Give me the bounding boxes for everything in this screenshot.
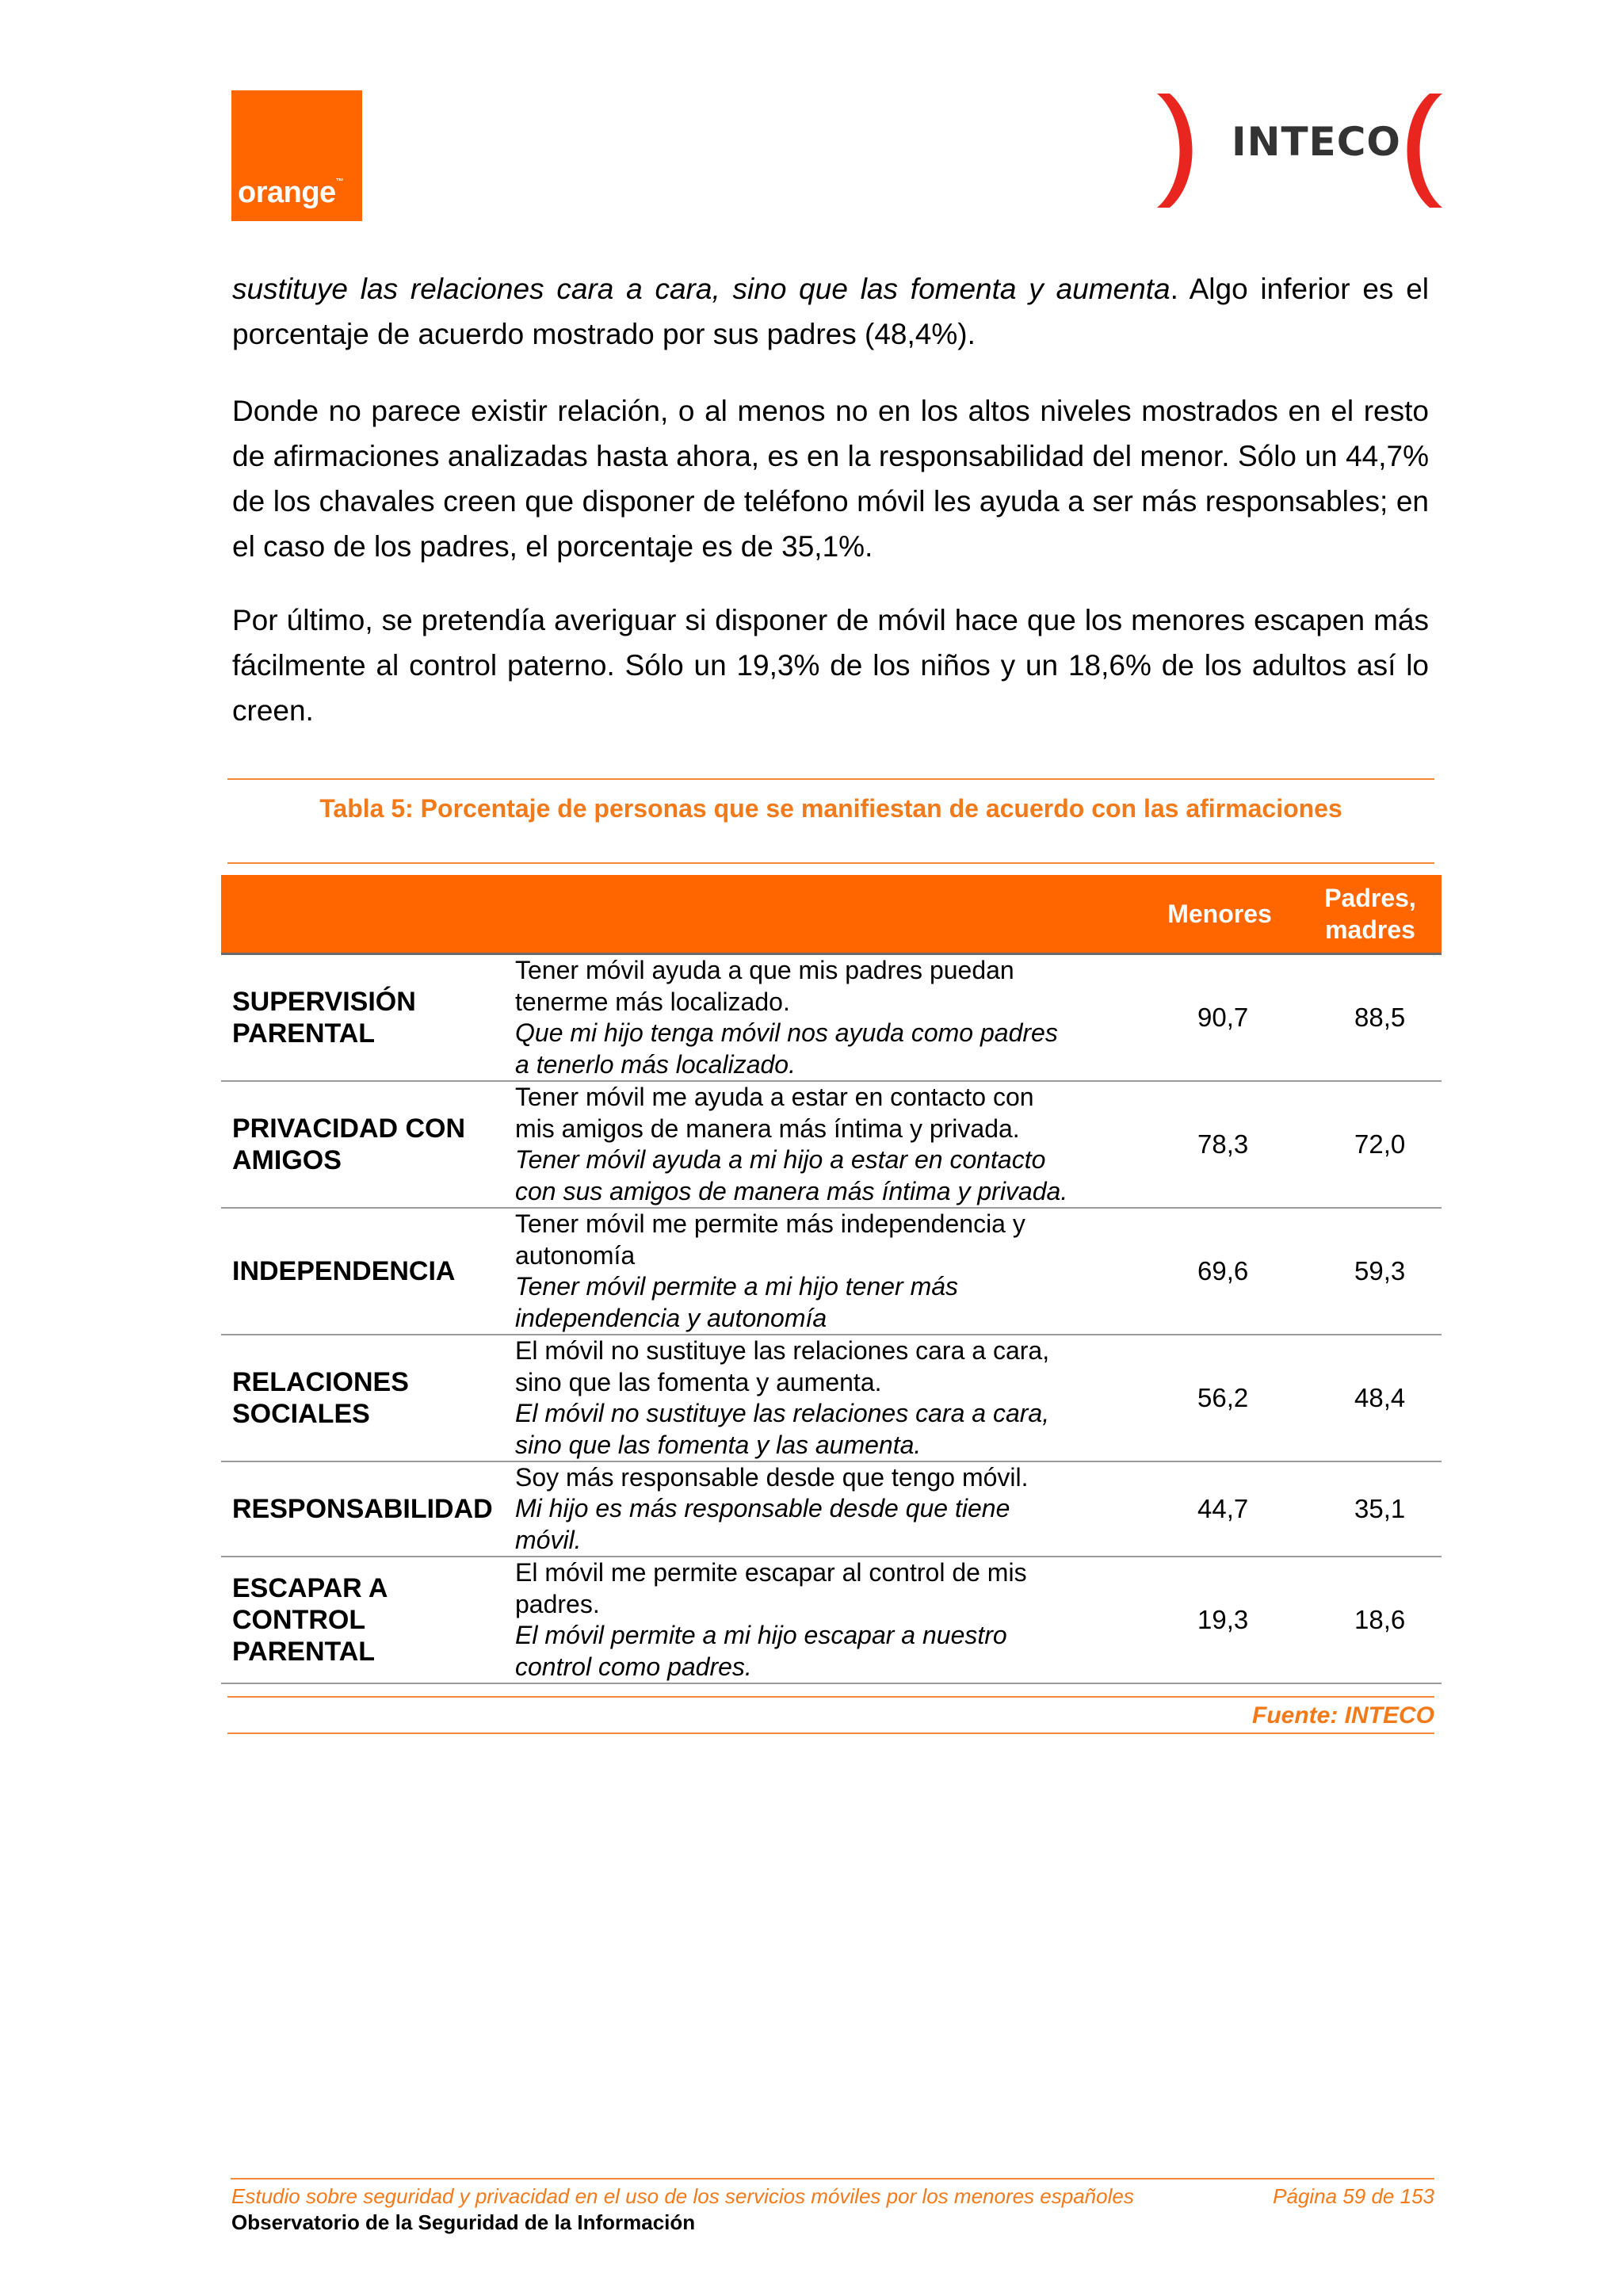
table-row <box>221 1335 1442 1462</box>
row-category: RELACIONES SOCIALES <box>232 1367 409 1429</box>
footer-observatory: Observatorio de la Seguridad de la Información <box>231 2210 696 2234</box>
row-statements <box>515 1462 1141 1556</box>
parent-statement-line: El móvil no sustituye las relaciones cara a cara, <box>515 1399 1050 1427</box>
row-category: RESPONSABILIDAD <box>232 1494 493 1524</box>
parent-statement-line: El móvil permite a mi hijo escapar a nuestro <box>515 1621 1007 1649</box>
value-menores: 90,7 <box>1197 1003 1249 1032</box>
minor-statement-line: El móvil no sustituye las relaciones cara a cara, <box>515 1336 1050 1365</box>
value-menores: 56,2 <box>1197 1383 1249 1412</box>
paragraph-responsabilidad: Donde no parece existir relación, o al menos no en los altos niveles mostrados en el resto de afirmaciones analizadas hasta ahora, es en la responsabilidad del menor. Sólo un 44,7% de los chavales creen que disponer de teléfono móvil les ayuda a ser más responsables; en el caso de los padres, el porcentaje es de 35,1%. <box>232 395 1429 563</box>
table-row <box>221 1209 1442 1335</box>
table-source: Fuente: INTECO <box>1252 1702 1434 1729</box>
row-category: INDEPENDENCIA <box>232 1256 456 1286</box>
row-statements <box>515 1209 1141 1334</box>
value-padres: 88,5 <box>1354 1003 1406 1032</box>
parent-statement-line: móvil. <box>515 1525 582 1554</box>
row-statements <box>515 1557 1141 1683</box>
row-statements <box>515 955 1141 1080</box>
parent-statement-line: Tener móvil ayuda a mi hijo a estar en contacto <box>515 1145 1046 1174</box>
value-padres: 18,6 <box>1354 1605 1406 1634</box>
table-row <box>221 955 1442 1082</box>
row-category: SUPERVISIÓN PARENTAL <box>232 987 416 1049</box>
row-category: ESCAPAR A CONTROL PARENTAL <box>232 1573 388 1667</box>
value-menores: 78,3 <box>1197 1129 1249 1159</box>
caption-top-rule <box>227 778 1434 780</box>
minor-statement-line: Tener móvil me ayuda a estar en contacto con <box>515 1083 1034 1111</box>
minor-statement-line: autonomía <box>515 1240 636 1270</box>
table-row <box>221 1082 1442 1209</box>
row-statements <box>515 1082 1141 1207</box>
value-menores: 44,7 <box>1197 1494 1249 1523</box>
minor-statement-line: Tener móvil ayuda a que mis padres puedan <box>515 956 1014 984</box>
footer-rule <box>231 2178 1434 2179</box>
value-menores: 69,6 <box>1197 1256 1249 1286</box>
value-padres: 48,4 <box>1354 1383 1406 1412</box>
inteco-logo-text: INTECO <box>1232 119 1401 165</box>
inteco-logo <box>1149 87 1450 214</box>
value-padres: 59,3 <box>1354 1256 1406 1286</box>
table-row <box>221 1462 1442 1557</box>
orange-logo-text: orange™ <box>238 176 344 209</box>
table-caption: Tabla 5: Porcentaje de personas que se manifiestan de acuerdo con las afirmaciones <box>319 794 1342 823</box>
value-padres: 35,1 <box>1354 1494 1406 1523</box>
source-top-rule <box>227 1696 1434 1698</box>
parent-statement-line: Que mi hijo tenga móvil nos ayuda como padres <box>515 1018 1058 1047</box>
minor-statement-line: Soy más responsable desde que tengo móvil. <box>515 1462 1029 1492</box>
row-statements <box>515 1335 1141 1461</box>
value-menores: 19,3 <box>1197 1605 1249 1634</box>
table-header <box>221 875 1442 955</box>
paragraph-control: Por último, se pretendía averiguar si disponer de móvil hace que los menores escapen más fácilmente al control paterno. Sólo un 19,3% de los niños y un 18,6% de los adultos así lo creen. <box>232 604 1429 727</box>
orange-logo <box>231 90 362 221</box>
parent-statement-line: a tenerlo más localizado. <box>515 1049 796 1079</box>
footer-study-title: Estudio sobre seguridad y privacidad en el uso de los servicios móviles por los menores españoles <box>231 2184 1134 2208</box>
value-padres: 72,0 <box>1354 1129 1406 1159</box>
table-row <box>221 1557 1442 1684</box>
minor-statement-line: tenerme más localizado. <box>515 987 790 1016</box>
data-table <box>221 875 1442 1684</box>
minor-statement-line: sino que las fomenta y aumenta. <box>515 1367 882 1396</box>
parent-statement-line: sino que las fomenta y las aumenta. <box>515 1430 922 1459</box>
minor-statement-line: Tener móvil me permite más independencia y <box>515 1209 1025 1238</box>
minor-statement-line: El móvil me permite escapar al control de mis <box>515 1558 1027 1587</box>
minor-statement-line: padres. <box>515 1589 600 1618</box>
source-bottom-rule <box>227 1733 1434 1734</box>
row-category: PRIVACIDAD CON AMIGOS <box>232 1114 466 1175</box>
parent-statement-line: Mi hijo es más responsable desde que tiene <box>515 1494 1010 1523</box>
minor-statement-line: mis amigos de manera más íntima y privada. <box>515 1114 1020 1143</box>
header-padres: Padres, madres <box>1324 884 1416 944</box>
header-menores: Menores <box>1167 899 1272 928</box>
footer-page-number: Página 59 de 153 <box>1273 2184 1434 2208</box>
parent-statement-line: con sus amigos de manera más íntima y privada. <box>515 1176 1068 1205</box>
parent-statement-line: Tener móvil permite a mi hijo tener más <box>515 1272 959 1301</box>
parent-statement-line: control como padres. <box>515 1652 752 1681</box>
parent-statement-line: independencia y autonomía <box>515 1303 827 1332</box>
paragraph-relaciones: sustituye las relaciones cara a cara, sino que las fomenta y aumenta. Algo inferior es el porcentaje de acuerdo mostrado por sus padres (48,4%). <box>232 273 1429 350</box>
caption-bottom-rule <box>227 862 1434 864</box>
